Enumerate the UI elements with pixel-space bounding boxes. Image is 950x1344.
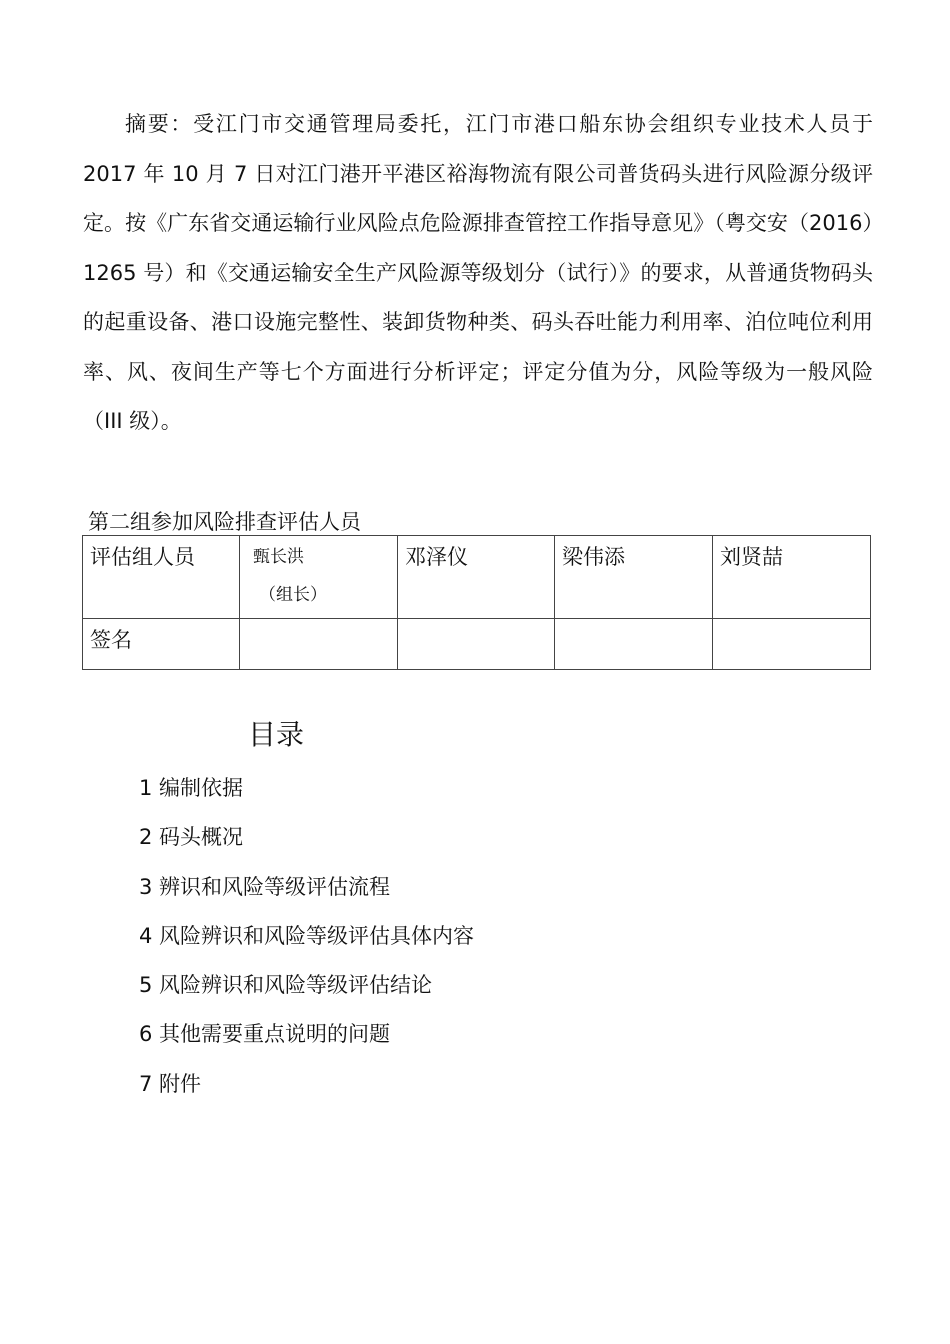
table-row <box>83 536 871 619</box>
assessor-cell: 梁伟添 <box>555 536 713 619</box>
toc-title: 目录 <box>248 718 305 751</box>
signature-cell <box>398 619 555 670</box>
row-label-signature: 签名 <box>83 619 240 670</box>
signature-cell <box>555 619 713 670</box>
assessor-cell: 刘贤喆 <box>713 536 871 619</box>
abstract-paragraph: 摘要：受江门市交通管理局委托，江门市港口船东协会组织专业技术人员于 2017 年 10 月 7 日对江门港开平港区裕海物流有限公司普货码头进行风险源分级评定。按《广东省交通运输行业风险点危险源排查管控工作指导意见》（粤交安（2016）1265 号）和《交通运输安全生产风险源等级划分（试行）》的要求，从普通货物码头的起重设备、港口设施完整性、装卸货物种类、码头吞吐能力利用率、泊位吨位利用率、风、夜间生产等七个方面进行分析评定；评定分值为分，风险等级为一般风险（III 级）。 <box>83 112 873 433</box>
assessor-cell: 邓泽仪 <box>398 536 555 619</box>
toc-item: 7 附件 <box>139 1071 202 1096</box>
toc-item: 5 风险辨识和风险等级评估结论 <box>139 973 433 998</box>
leader-role: （组长） <box>259 585 327 605</box>
toc-item: 4 风险辨识和风险等级评估具体内容 <box>139 923 475 948</box>
toc-item: 2 码头概况 <box>139 825 244 850</box>
signature-cell <box>713 619 871 670</box>
row-label-assessors: 评估组人员 <box>83 536 240 619</box>
signature-cell <box>240 619 398 670</box>
toc-item: 1 编制依据 <box>139 776 244 800</box>
leader-name: 甄长洪 <box>253 547 304 567</box>
assessor-cell-leader <box>240 536 398 619</box>
assessors-table <box>82 535 871 670</box>
table-caption: 第二组参加风险排查评估人员 <box>88 510 361 534</box>
toc-item: 6 其他需要重点说明的问题 <box>139 1022 391 1047</box>
table-row <box>83 619 871 670</box>
toc-list <box>139 772 474 1117</box>
toc-item: 3 辨识和风险等级评估流程 <box>139 874 391 899</box>
